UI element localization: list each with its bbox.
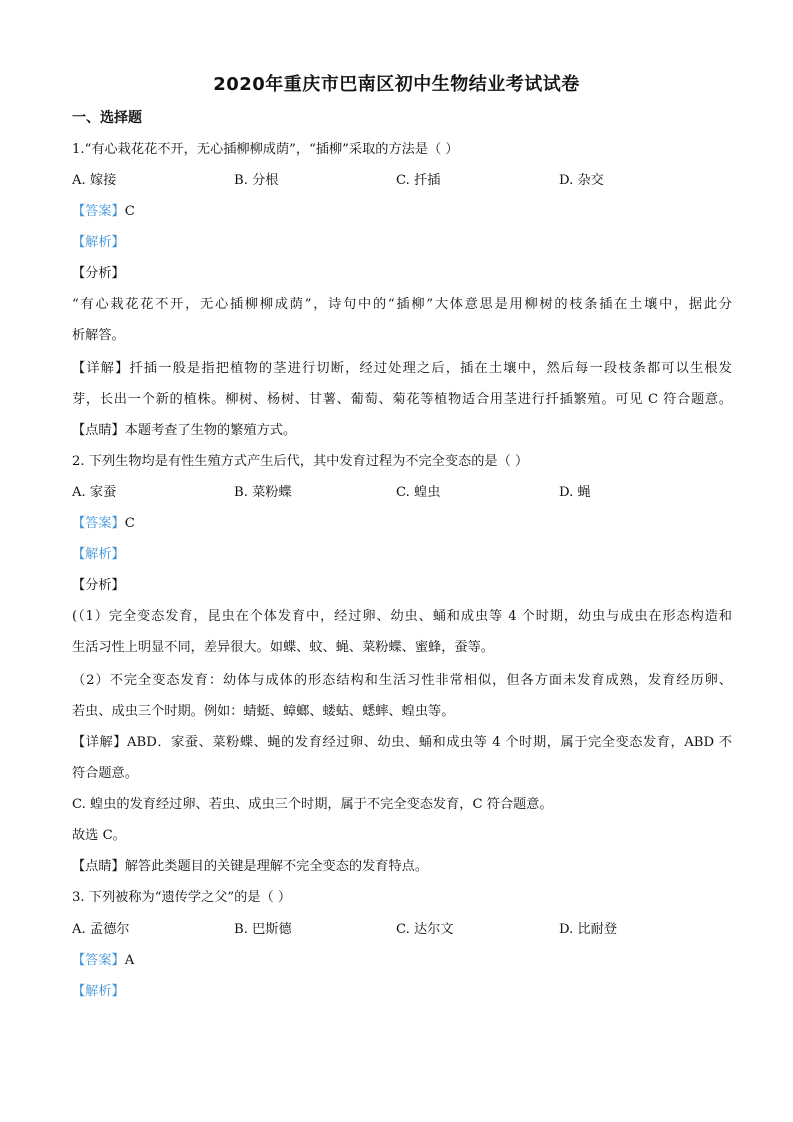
question-1-stem: 1.“有心栽花花不开，无心插柳柳成荫”，“插柳”采取的方法是（ ） [72,142,459,157]
option-a: A. 家蚕 [72,485,117,500]
answer-value: A [124,953,135,968]
section-heading: 一、选择题 [72,110,142,126]
fenxi-heading: 【分析】 [72,266,125,281]
detail-text-line: 芽，长出一个新的植株。柳树、杨树、甘薯、葡萄、菊花等植物适合用茎进行扦插繁殖。可见 C 符合题意。 [72,392,732,407]
question-2-stem: 2. 下列生物均是有性生殖方式产生后代，其中发育过程为不完全变态的是（ ） [72,454,529,469]
fenxi-text-line: 生活习性上明显不同，差异很大。如蝶、蚊、蝇、菜粉蝶、蜜蜂，蚕等。 [72,640,494,655]
option-b: B. 分根 [234,173,279,188]
answer-tag: 【答案】 [72,204,125,219]
detail-text-line: C. 蝗虫的发育经过卵、若虫、成虫三个时期，属于不完全变态发育，C 符合题意。 [72,797,553,812]
analysis-tag: 【解析】 [72,235,125,250]
page-title: 2020年重庆市巴南区初中生物结业考试试卷 [213,74,580,95]
analysis-tag: 【解析】 [72,984,125,999]
question-2-answer [72,515,732,533]
option-d: D. 比耐登 [559,922,618,937]
option-c: C. 蝗虫 [396,485,441,500]
analysis-tag: 【解析】 [72,547,125,562]
fenxi-text-line: “有心栽花花不开，无心插柳柳成荫”，诗句中的“插柳”大体意思是用柳树的枝条插在土壤中，据此分 [72,297,732,312]
answer-tag: 【答案】 [72,516,125,531]
fenxi-text-line: 若虫、成虫三个时期。例如：蜻蜓、蟑螂、蝼蛄、蟋蟀、蝗虫等。 [72,704,455,719]
detail-text-line: 【详解】ABD．家蚕、菜粉蝶、蝇的发育经过卵、幼虫、蛹和成虫等 4 个时期，属于完全变态发育，ABD 不 [72,735,732,750]
answer-tag: 【答案】 [72,953,125,968]
option-c: C. 扦插 [396,173,441,188]
question-3-answer [72,952,732,970]
fenxi-text-line: （2）不完全变态发育：幼体与成体的形态结构和生活习性非常相似，但各方面未发育成熟，发育经历卵、 [72,673,732,688]
option-d: D. 蝇 [559,485,591,500]
question-1-answer [72,203,732,221]
detail-text-line: 【详解】扦插一般是指把植物的茎进行切断，经过处理之后，插在土壤中，然后每一段枝条都可以生根发 [72,361,732,376]
option-b: B. 菜粉蝶 [234,485,292,500]
dianjing-text: 【点睛】解答此类题目的关键是理解不完全变态的发育特点。 [72,859,429,874]
detail-text-line: 符合题意。 [72,766,138,781]
choose-text: 故选 C。 [72,828,126,843]
option-a: A. 嫁接 [72,173,117,188]
fenxi-text-line: 析解答。 [72,328,125,343]
option-b: B. 巴斯德 [234,922,292,937]
answer-value: C [124,516,135,531]
answer-value: C [124,204,135,219]
option-c: C. 达尔文 [396,922,454,937]
fenxi-text-line: (（1）完全变态发育，昆虫在个体发育中，经过卵、幼虫、蛹和成虫等 4 个时期，幼虫与成虫在形态构造和 [72,609,732,624]
dianjing-text: 【点睛】本题考查了生物的繁殖方式。 [72,423,297,438]
option-d: D. 杂交 [559,173,604,188]
fenxi-heading: 【分析】 [72,578,125,593]
question-3-stem: 3. 下列被称为“遗传学之父”的是（ ） [72,890,292,905]
option-a: A. 孟德尔 [72,922,130,937]
